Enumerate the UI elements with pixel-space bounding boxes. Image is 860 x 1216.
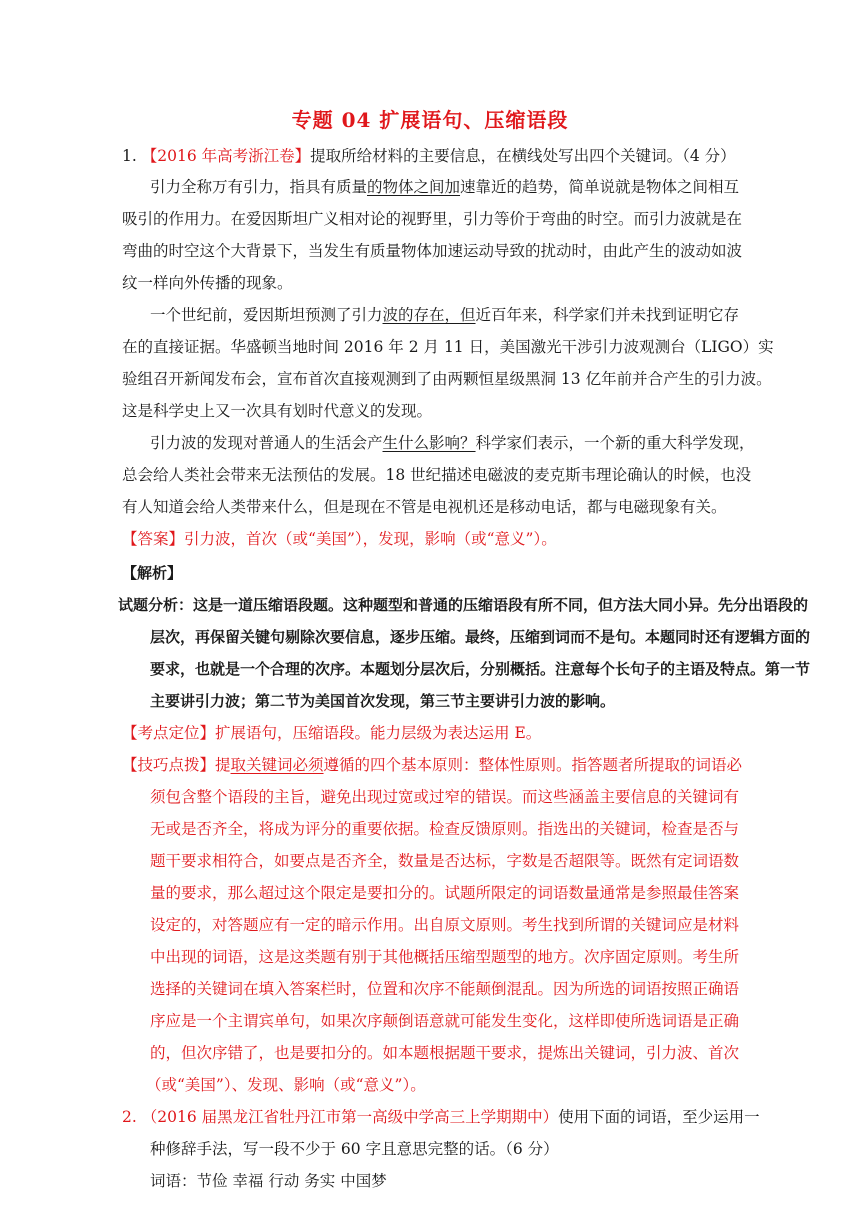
page-title: 专题 04 扩展语句、压缩语段 <box>291 108 569 132</box>
word-list: 词语：节俭 幸福 行动 务实 中国梦 <box>150 1172 387 1190</box>
analysis-line: 层次，再保留关键句剔除次要信息，逐步压缩。最终，压缩到词而不是句。本题同时还有逻辑方面的 <box>150 628 811 646</box>
material-line: 吸引的作用力。在爱因斯坦广义相对论的视野里，引力等价于弯曲的时空。而引力波就是在 <box>122 210 743 228</box>
kaodian-tag: 【考点定位】 <box>122 724 216 742</box>
question-source: 【2016 年高考浙江卷】 <box>141 147 311 165</box>
jiqiao-line: （或“美国”）、发现、影响（或“意义”）。 <box>146 1076 426 1094</box>
analysis-line: 主要讲引力波；第二节为美国首次发现，第三节主要讲引力波的影响。 <box>150 692 616 710</box>
answer-line <box>122 529 557 549</box>
material-line: 纹一样向外传播的现象。 <box>122 274 293 292</box>
question-number: 1. <box>122 147 137 165</box>
jiqiao-line: 量的要求，那么超过这个限定是要扣分的。试题所限定的词语数量通常是参照最佳答案 <box>150 884 740 902</box>
answer-tag: 【答案】 <box>122 530 185 548</box>
analysis-tag: 【解析】 <box>122 564 183 582</box>
answer-text: 引力波，首次（或“美国”），发现，影响（或“意义”）。 <box>184 530 557 548</box>
question-2-header <box>122 1107 760 1127</box>
jiqiao-line: 的，但次序错了，也是要扣分的。如本题根据题干要求，提炼出关键词，引力波、首次 <box>150 1044 740 1062</box>
material-line: 弯曲的时空这个大背景下，当发生有质量物体加速运动导致的扰动时，由此产生的波动如波 <box>122 242 743 260</box>
material-line: 总会给人类社会带来无法预估的发展。18 世纪描述电磁波的麦克斯韦理论确认的时候，也没 <box>122 466 752 484</box>
material-line: 有人知道会给人类带来什么，但是现在不管是电视机还是移动电话，都与电磁现象有关。 <box>122 498 727 516</box>
material-line: 在的直接证据。华盛顿当地时间 2016 年 2 月 11 日，美国激光干涉引力波观测台（LIGO）实 <box>122 338 774 356</box>
material-line: 验组召开新闻发布会，宣布首次直接观测到了由两颗恒星级黑洞 13 亿年前并合产生的引力波。 <box>122 370 772 388</box>
jiqiao-line: 选择的关键词在填入答案栏时，位置和次序不能颠倒混乱。因为所选的词语按照正确语 <box>150 980 740 998</box>
question-prompt-continued: 种修辞手法，写一段不少于 60 字且意思完整的话。（6 分） <box>150 1140 559 1158</box>
analysis-line: 试题分析：这是一道压缩语段题。这种题型和普通的压缩语段有所不同，但方法大同小异。先分出语段的 <box>118 596 809 614</box>
material-line: 这是科学史上又一次具有划时代意义的发现。 <box>122 402 433 420</box>
material-line: 引力波的发现对普通人的生活会产生什么影响？科学家们表示，一个新的重大科学发现， <box>150 434 755 452</box>
question-number: 2. <box>122 1108 137 1126</box>
jiqiao-line: 序应是一个主谓宾单句，如果次序颠倒语意就可能发生变化，这样即使所选词语是正确 <box>150 1012 740 1030</box>
question-prompt: 提取所给材料的主要信息，在横线处写出四个关键词。（4 分） <box>310 147 736 165</box>
question-1-header <box>122 146 736 166</box>
jiqiao-line: 无或是否齐全，将成为评分的重要依据。检查反馈原则。指选出的关键词，检查是否与 <box>150 820 740 838</box>
kaodian-line <box>122 723 541 743</box>
jiqiao-tag: 【技巧点拨】 <box>122 756 216 774</box>
question-prompt: 使用下面的词语，至少运用一 <box>558 1108 760 1126</box>
jiqiao-line: 【技巧点拨】提取关键词必须遵循的四个基本原则：整体性原则。指答题者所提取的词语必 <box>122 756 743 774</box>
material-line: 一个世纪前，爱因斯坦预测了引力波的存在，但近百年来，科学家们并未找到证明它存 <box>150 306 740 324</box>
question-source: （2016 届黑龙江省牡丹江市第一高级中学高三上学期期中） <box>141 1108 559 1126</box>
material-line: 引力全称万有引力，指具有质量的物体之间加速靠近的趋势，简单说就是物体之间相互 <box>150 178 740 196</box>
analysis-line: 要求，也就是一个合理的次序。本题划分层次后，分别概括。注意每个长句子的主语及特点。第一节 <box>150 660 811 678</box>
jiqiao-line: 须包含整个语段的主旨，避免出现过宽或过窄的错误。而这些涵盖主要信息的关键词有 <box>150 788 740 806</box>
jiqiao-line: 中出现的词语，这是这类题有别于其他概括压缩型题型的地方。次序固定原则。考生所 <box>150 948 740 966</box>
jiqiao-line: 题干要求相符合，如要点是否齐全，数量是否达标，字数是否超限等。既然有定词语数 <box>150 852 740 870</box>
kaodian-text: 扩展语句，压缩语段。能力层级为表达运用 E。 <box>215 724 542 742</box>
jiqiao-line: 设定的，对答题应有一定的暗示作用。出自原文原则。考生找到所谓的关键词应是材料 <box>150 916 740 934</box>
